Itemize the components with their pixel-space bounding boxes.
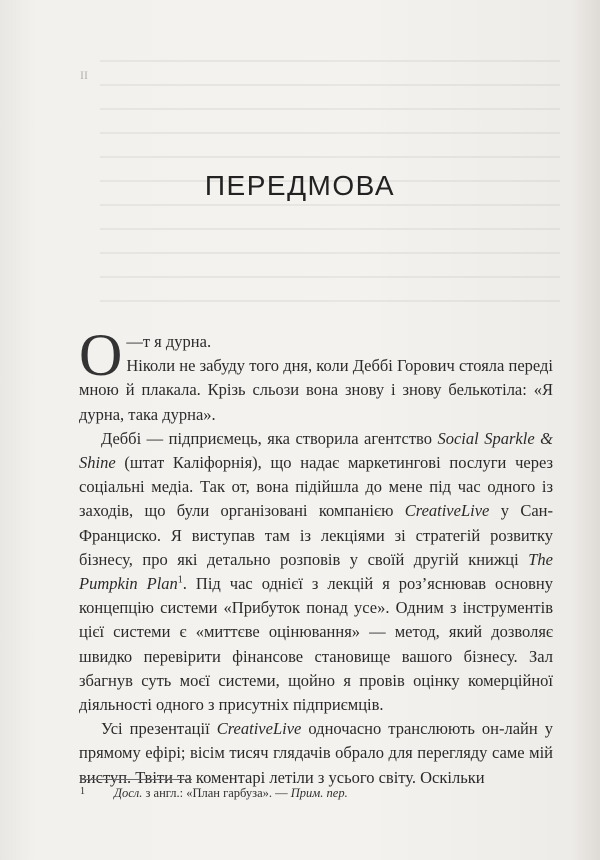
paragraph-3-text-2: одночасно транслюють он-лайн у прямому ефірі; вісім тисяч глядачів обрало для перегляду саме мій виступ. Твіти та коментарі летіли з усього світу. Оскільки bbox=[79, 719, 554, 787]
agency-name: Social Sparkle & Shine bbox=[79, 428, 553, 473]
company-name: CreativeLive bbox=[404, 501, 490, 521]
book-title: The Pumpkin Plan bbox=[79, 549, 553, 594]
paragraph-2-text-4: . Під час однієї з лекцій я роз’яснював основну концепцію системи «Прибуток понад усе». Одним з інструментів цієї системи є «миттєве оцінювання» — метод, який дозволяє швидко перевірити фінансове становище вашого бізнесу. Зал збагнув суть моєї системи, щойно я провів оцінку комерційної діяльності одного з присутніх підприємців. bbox=[79, 574, 553, 715]
chapter-title: ПЕРЕДМОВА bbox=[204, 170, 396, 201]
company-name-2: CreativeLive bbox=[216, 719, 302, 739]
footnote-ref: 1 bbox=[177, 574, 183, 586]
footnote-number: 1 bbox=[80, 786, 85, 797]
paragraph-2-text-3: у Сан-Франциско. Я виступав там із лекціями зі стратегій розвитку бізнесу, про які детально розповів у своїй другій книжці bbox=[79, 501, 553, 569]
page-folio: II bbox=[80, 68, 88, 82]
translator-note: Прим. пер. bbox=[290, 786, 348, 800]
footnote-divider bbox=[80, 779, 192, 780]
paragraph-2-text-2: (штат Каліфорнія), що надає маркетингові послуги через соціальні медіа. Так от, вона підійшла до мене під час одного із заходів, що були організовані компанією bbox=[79, 453, 553, 521]
paragraph-3-text-1: Усі презентації bbox=[101, 719, 217, 739]
opening-text: Ніколи не забуду того дня, коли Деббі Горович стояла переді мною й плакала. Крізь сльози вона знову і знову белькотіла: «Я дурна, така дурна». bbox=[79, 356, 553, 424]
footnote bbox=[80, 786, 348, 801]
drop-cap: О bbox=[79, 322, 123, 388]
opening-line: т я дурна. bbox=[142, 332, 212, 351]
footnote-abbr: Досл. bbox=[114, 786, 143, 800]
footnote-text: з англ.: «План гарбуза». — bbox=[142, 786, 291, 800]
em-dash: — bbox=[126, 332, 143, 351]
paragraph-2 bbox=[79, 427, 553, 717]
opening-paragraph bbox=[79, 322, 553, 427]
body-text bbox=[79, 322, 554, 790]
paragraph-2-text-1: Деббі — підприємець, яка створила агентство bbox=[101, 428, 438, 448]
